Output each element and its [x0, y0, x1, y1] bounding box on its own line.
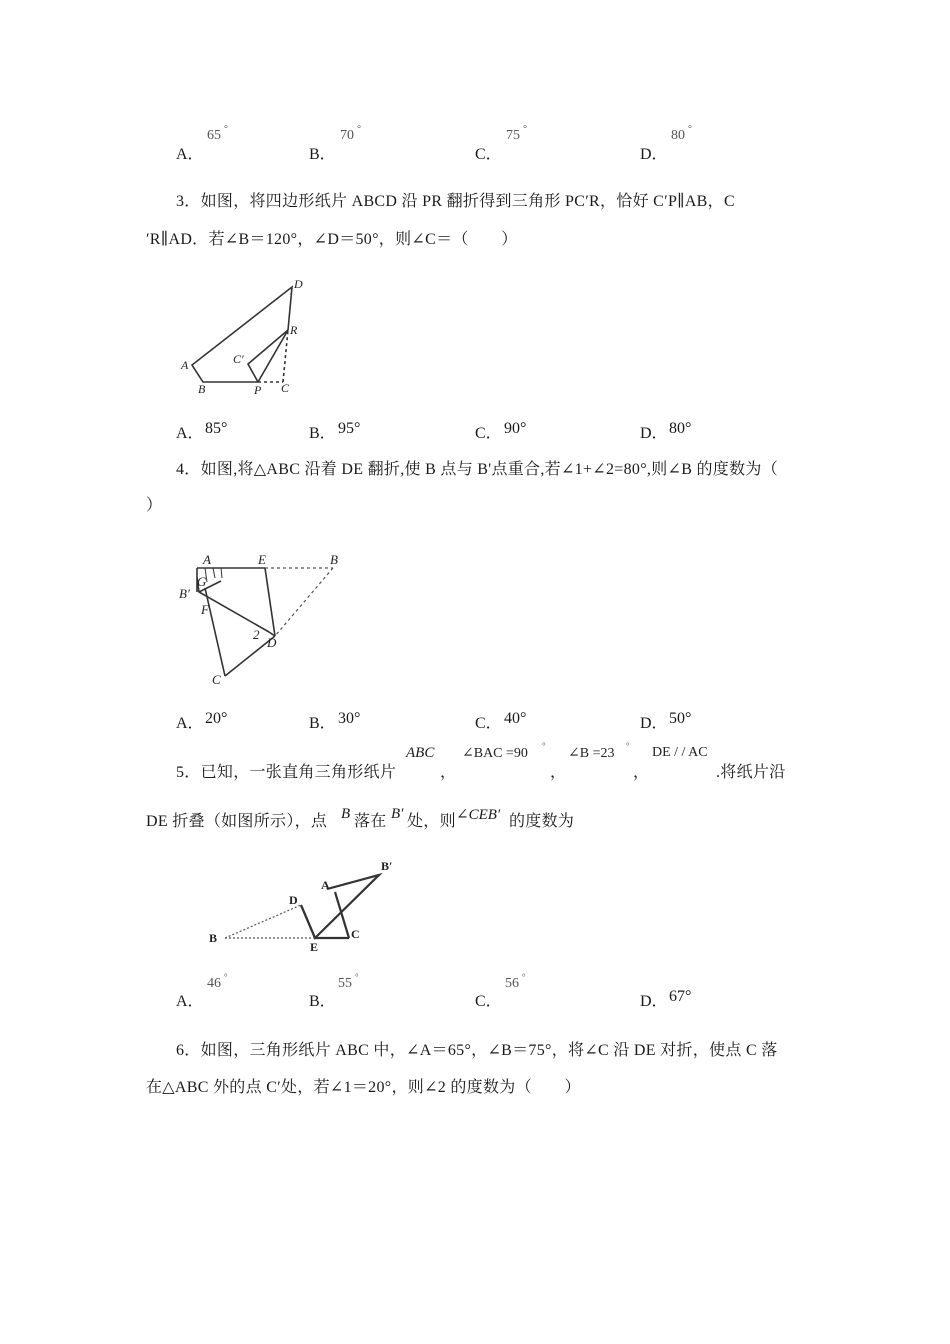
q5-option-b-label: B． [309, 993, 336, 1010]
q2-option-d-value: 80 [671, 128, 685, 143]
q5-option-a-value: 46 [207, 976, 221, 991]
q2-option-c-label: C． [475, 146, 502, 163]
q5-label-c: C [351, 927, 360, 941]
q3-quad-edges [192, 287, 292, 382]
q4-edge-fold-e [265, 568, 275, 636]
q5-comma-2: ， [550, 764, 567, 781]
q2-option-d-label: D． [640, 146, 668, 163]
q3-label-c: C [281, 381, 290, 395]
q3-text-line2: ′R∥AD．若∠B＝120°，∠D＝50°，则∠C＝（ ） [146, 231, 518, 248]
q3-option-c-label: C． [475, 425, 502, 442]
q5-angle-b-degree: ° [626, 741, 630, 751]
q5-label-d: D [289, 893, 298, 907]
q4-dashed-bd [275, 568, 333, 636]
q5-line2-d: 的度数为 [509, 813, 575, 830]
q4-option-b-label: B． [309, 715, 336, 732]
q5-angle-bac-degree: ° [542, 741, 546, 751]
q5-point-b-prime: B′ [391, 806, 404, 822]
q4-option-d-label: D． [640, 715, 668, 732]
q5-option-d-value: 67° [669, 988, 692, 1005]
q5-angle-bac: ∠BAC =90 [462, 746, 528, 761]
q3-option-a-label: A． [176, 425, 204, 442]
q3-folded-triangle [248, 330, 288, 382]
q4-option-c-value: 40° [504, 710, 527, 727]
q3-label-a: A [181, 358, 189, 372]
q5-option-b-value: 55 [338, 976, 352, 991]
q5-abc: ABC [406, 745, 435, 761]
q5-line2-b: 落在 [354, 813, 387, 830]
q4-label-b-prime: B′ [179, 586, 190, 601]
q3-label-b: B [198, 382, 206, 396]
q5-line2-c: 处，则 [407, 813, 456, 830]
q5-label-b-prime: B′ [381, 859, 393, 873]
q5-label-e: E [310, 940, 319, 954]
q5-suffix: .将纸片沿 [716, 764, 786, 781]
q2-option-c-value: 75 [506, 128, 520, 143]
q4-label-c: C [212, 672, 221, 687]
q4-option-b-value: 30° [338, 710, 361, 727]
q4-label-b: B [330, 552, 338, 567]
q5-comma-1: ， [440, 764, 457, 781]
q4-text-line2: ） [146, 497, 163, 514]
q5-option-a-degree: ° [224, 972, 228, 982]
q4-option-c-label: C． [475, 715, 502, 732]
q3-label-p: P [254, 383, 262, 397]
q5-angle-ceb: ∠CEB′ [456, 807, 501, 823]
q3-label-d: D [294, 277, 303, 291]
q5-option-c-value: 56 [505, 976, 519, 991]
q4-option-a-label: A． [176, 715, 204, 732]
q2-option-b-value: 70 [340, 128, 354, 143]
q5-prefix: 5．已知，一张直角三角形纸片 [176, 764, 397, 781]
q5-de-parallel-ac: DE / / AC [652, 745, 708, 760]
q3-option-b-label: B． [309, 425, 336, 442]
q5-option-b-degree: ° [355, 972, 359, 982]
q5-label-a: A [321, 878, 330, 892]
q4-option-a-value: 20° [205, 710, 228, 727]
q4-label-f: F [201, 602, 209, 617]
q5-option-c-degree: ° [522, 972, 526, 982]
q3-option-d-value: 80° [669, 420, 692, 437]
q3-label-r: R [290, 323, 298, 337]
q6-text-line2: 在△ABC 外的点 C′处，若∠1＝20°，则∠2 的度数为（ ） [146, 1079, 581, 1096]
q5-angle-b: ∠B =23 [568, 746, 615, 761]
q2-option-b-degree: ° [357, 124, 361, 135]
q4-label-a: A [203, 552, 211, 567]
q5-line2-a: DE 折叠（如图所示），点 [146, 813, 328, 830]
q2-option-a-degree: ° [224, 124, 228, 135]
q4-label-d: D [267, 635, 277, 650]
q5-option-a-label: A． [176, 993, 204, 1010]
q3-figure [170, 270, 330, 400]
q5-option-c-label: C． [475, 993, 502, 1010]
q4-text-line1: 4．如图,将△ABC 沿着 DE 翻折,使 B 点与 B'点重合,若∠1+∠2=80°,则∠B 的度数为（ [176, 461, 778, 478]
q5-option-d-label: D． [640, 993, 668, 1010]
q2-option-b-label: B． [309, 146, 336, 163]
q5-label-b: B [209, 931, 218, 945]
q2-option-a-value: 65 [207, 128, 221, 143]
q3-option-a-value: 85° [205, 420, 228, 437]
q4-label-g: G [197, 574, 207, 589]
q5-point-b: B [341, 806, 351, 822]
q3-option-b-value: 95° [338, 420, 361, 437]
q4-figure [175, 548, 350, 690]
q5-comma-3: ， [633, 764, 650, 781]
q3-option-c-value: 90° [504, 420, 527, 437]
q5-figure [205, 852, 405, 954]
q2-option-d-degree: ° [688, 124, 692, 135]
q2-option-a-label: A． [176, 146, 204, 163]
q4-label-2: 2 [253, 627, 260, 642]
q4-option-d-value: 50° [669, 710, 692, 727]
q5-dashed-bd [225, 905, 301, 938]
q4-label-e: E [258, 552, 266, 567]
q3-text-line1: 3．如图，将四边形纸片 ABCD 沿 PR 翻折得到三角形 PC′R，恰好 C′P∥AB，C [176, 193, 735, 210]
q3-option-d-label: D． [640, 425, 668, 442]
q6-text-line1: 6．如图，三角形纸片 ABC 中，∠A＝65°，∠B＝75°，将∠C 沿 DE 对折，使点 C 落 [176, 1042, 778, 1059]
q3-label-c-prime: C′ [233, 352, 244, 366]
q5-edge-de [301, 905, 315, 938]
q2-option-c-degree: ° [523, 124, 527, 135]
